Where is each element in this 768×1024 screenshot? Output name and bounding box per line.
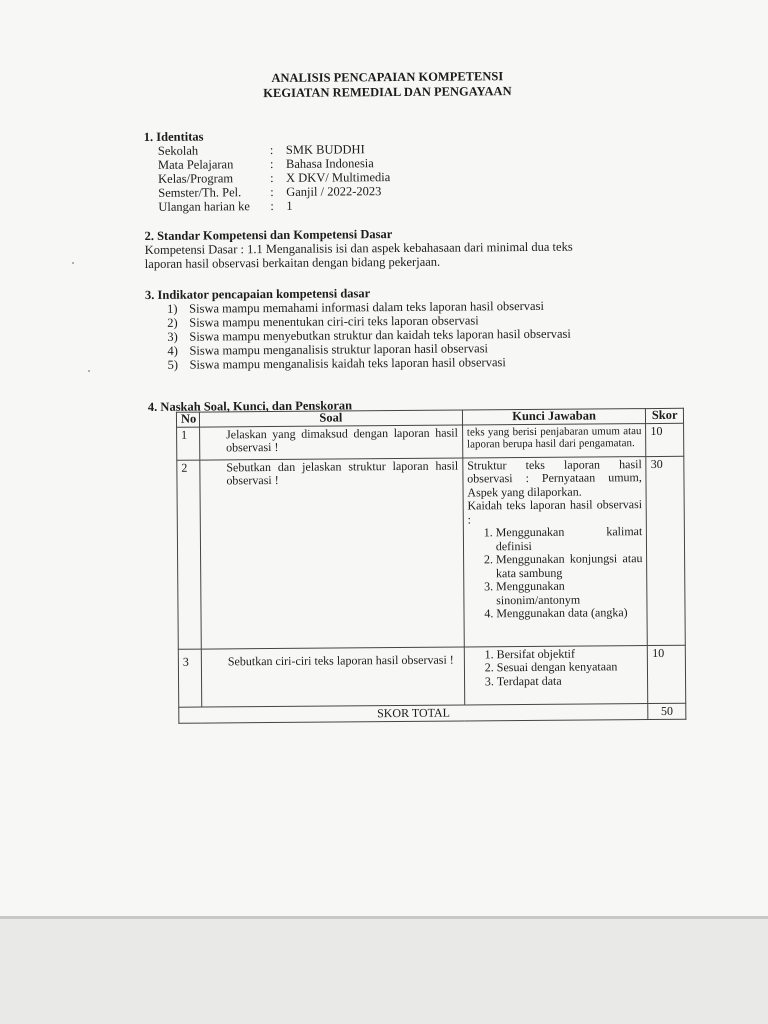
total-label: SKOR TOTAL [179,703,649,723]
cell-kunci: teks yang berisi penjabaran umum atau laporan berupa hasil dari pengamatan. [462,423,646,457]
header-soal: Soal [199,410,462,427]
indikator-number: 5) [167,357,179,372]
identitas-row [158,198,390,214]
identitas-colon: : [270,184,274,200]
identitas-label: Semster/Th. Pel. [158,185,242,200]
table-row [177,456,685,649]
list-item: 1. Menggunakan kalimat definisi [496,525,643,553]
identitas-colon: : [270,198,274,214]
list-item: 1. Bersifat objektif [497,647,644,662]
identitas-value: Bahasa Indonesia [285,156,374,171]
identitas-value: 1 [286,198,293,213]
indikator-number: 1) [167,301,178,316]
list-item: 3. Menggunakan sinonim/antonym [496,579,643,607]
total-row [179,703,686,723]
cell-kunci [464,645,648,704]
identitas-label: Ulangan harian ke [158,199,251,214]
list-item: 2. Sesuai dengan kenyataan [497,660,644,675]
identitas-label: Kelas/Program [158,171,234,186]
cell-no: 3 [178,649,201,707]
title-line-2: KEGIATAN REMEDIAL DAN PENGAYAAN [263,84,512,101]
indikator-text: Siswa mampu menentukan ciri-ciri teks laporan observasi [189,313,479,330]
cell-no: 2 [177,460,201,649]
cell-skor: 30 [646,456,685,645]
indikator-number: 4) [167,343,178,358]
naskah-heading: 4. Naskah Soal, Kunci, dan Penskoran [147,398,353,414]
naskah-table [176,408,686,724]
total-value: 50 [648,703,686,720]
table-row [177,423,684,460]
cell-skor: 10 [648,645,686,703]
indikator-heading: 3. Indikator pencapaian kompetensi dasar [144,286,371,302]
indikator-item [168,354,646,372]
indikator-text: Siswa mampu menyebutkan struktur dan kaidah teks laporan hasil observasi [189,326,571,344]
standar-heading: 2. Standar Kompetensi dan Kompetensi Dasar [144,227,393,244]
indikator-list [145,298,646,372]
indikator-text: Siswa mampu menganalisis struktur laporan hasil observasi [189,341,489,358]
identitas-label: Mata Pelajaran [157,157,234,172]
page-bottom-edge [0,916,768,919]
header-no: No [176,412,199,427]
scan-speck [72,262,74,264]
cell-skor: 10 [646,423,684,456]
identitas-value: SMK BUDDHI [285,142,365,157]
cell-kunci [463,456,648,646]
identitas-table [144,142,391,214]
standar-section [144,225,644,271]
header-kunci: Kunci Jawaban [462,409,646,425]
standar-line-2: laporan hasil observasi berkaitan dengan bidang pekerjaan. [144,254,441,271]
identitas-colon: : [269,142,274,158]
kunci-list [468,525,643,621]
indikator-text: Siswa mampu memahami informasi dalam teks laporan hasil observasi [189,298,544,316]
cell-soal: Sebutkan ciri-ciri teks laporan hasil observasi ! [201,647,464,707]
list-item: 3. Terdapat data [497,674,644,689]
kunci-list [469,647,644,689]
indikator-number: 3) [167,329,178,344]
indikator-number: 2) [167,315,178,330]
standar-line-1: Kompetensi Dasar : 1.1 Menganalisis isi dan aspek kebahasaan dari minimal dua teks [144,239,573,257]
identitas-colon: : [269,156,274,172]
list-item: 2. Menggunakan konjungsi atau kata sambung [496,552,643,580]
kunci-struktur-text: Struktur teks laporan hasil observasi : Pernyataan umum, Aspek yang dilaporkan. [467,456,642,499]
identitas-value: X DKV/ Multimedia [286,170,391,185]
indikator-text: Siswa mampu menganalisis kaidah teks laporan hasil observasi [189,355,506,372]
identitas-colon: : [270,170,274,186]
cell-soal: Jelaskan yang dimaksud dengan laporan hasil observasi ! [199,425,462,460]
scan-speck [88,370,90,372]
cell-soal: Sebutkan dan jelaskan struktur laporan hasil observasi ! [200,458,464,649]
kunci-kaidah-text: Kaidah teks laporan hasil observasi : [467,497,643,526]
indikator-section [145,284,646,372]
identitas-label: Sekolah [157,143,199,158]
table-row [178,645,685,707]
cell-no: 1 [177,427,200,460]
header-skor: Skor [646,408,684,423]
title-line-1: ANALISIS PENCAPAIAN KOMPETENSI [271,69,504,85]
identitas-heading: 1. Identitas [143,129,204,145]
identitas-value: Ganjil / 2022-2023 [286,184,382,199]
list-item: 4. Menggunakan data (angka) [496,606,643,621]
identitas-row [158,184,390,200]
identitas-section [144,128,391,214]
